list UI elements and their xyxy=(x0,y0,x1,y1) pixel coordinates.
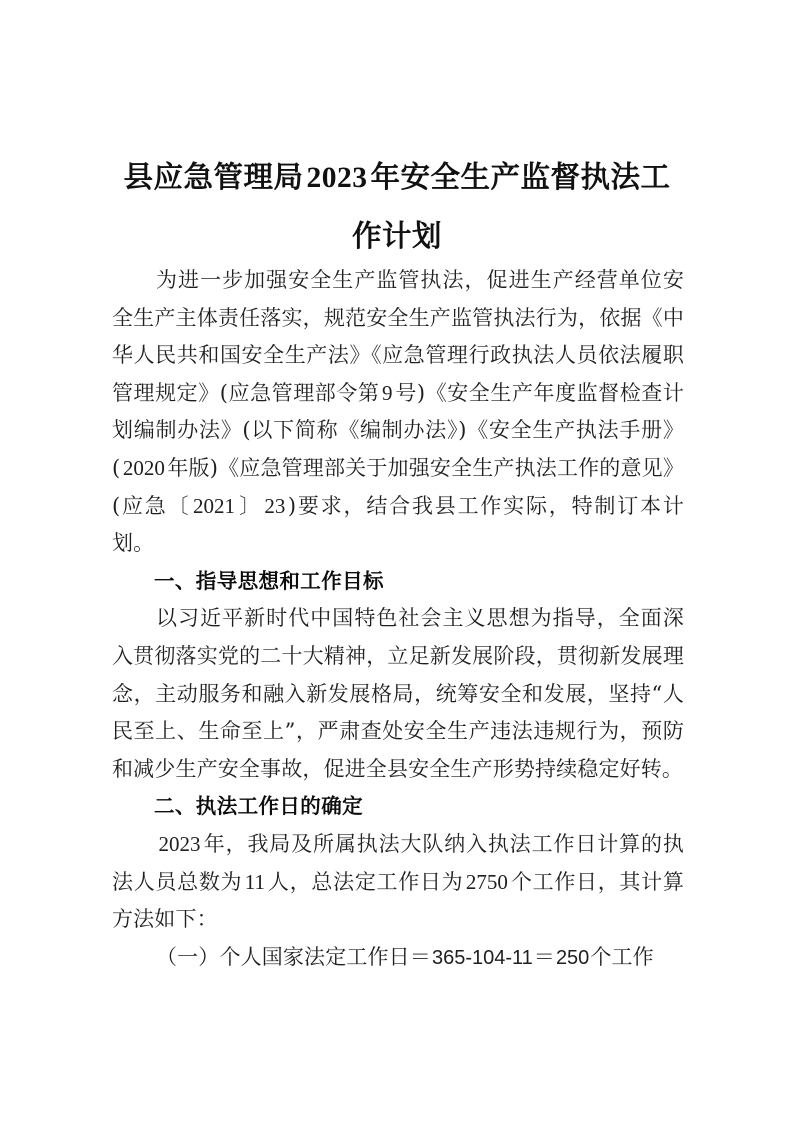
inline-number: 2750 xyxy=(465,869,508,894)
heading-section-2: 二、执法工作日的确定 xyxy=(154,795,363,819)
page-title-year: 2023 xyxy=(306,161,368,194)
inline-number: 11 xyxy=(244,869,265,894)
page-title-line-2: 作计划 xyxy=(351,217,442,253)
inline-number: 2021 xyxy=(192,493,235,518)
inline-formula-number: 250 xyxy=(555,946,590,969)
page-title-line-1-suffix: 年安全生产监督执法工 xyxy=(370,158,671,194)
paragraph-section-1-body: 以习近平新时代中国特色社会主义思想为指导，全面深入贯彻落实党的二十大精神，立足新发展阶段，贯彻新发展理念，主动服务和融入新发展格局，统筹安全和发展，坚持“人民至上、生命至上”，严肃查处安全生产违法违规行为，预防和减少生产安全事故，促进全县安全生产形势持续稳定好转。 xyxy=(112,606,684,781)
inline-number: 23 xyxy=(264,493,286,518)
page-title xyxy=(112,148,682,264)
page-title-line-1-prefix: 县应急管理局 xyxy=(123,158,304,194)
inline-number: 2020 xyxy=(122,455,165,480)
inline-formula-number: 365-104-11 xyxy=(431,946,533,969)
paragraph-section-2-body: 2023 年，我局及所属执法大队纳入执法工作日计算的执法人员总数为 11 人，总法定工作日为 2750 个工作日，其计算方法如下： xyxy=(112,831,684,932)
inline-number: 2023 xyxy=(158,831,201,856)
document-body xyxy=(112,262,684,977)
inline-number: 9 xyxy=(381,380,393,405)
paragraph-intro: 为进一步加强安全生产监管执法，促进生产经营单位安全生产主体责任落实，规范安全生产监管执法行为，依据《中华人民共和国安全生产法》《应急管理行政执法人员依法履职管理规定》(应急管理部令第 9 号)《安全生产年度监督检查计划编制办法》(以下简称《编制办法》)《安全生产执法手册》( 2020 年版)《应急管理部关于加强安全生产执法工作的意见》(应急〔 2021 〕 23 )要求，结合我县工作实际，特制订本计划。 xyxy=(112,268,684,556)
page-title-line-1 xyxy=(112,148,682,207)
paragraph-item-1: （一）个人国家法定工作日＝365-104-11＝250个工作 xyxy=(156,944,654,969)
heading-section-1: 一、指导思想和工作目标 xyxy=(154,569,384,593)
